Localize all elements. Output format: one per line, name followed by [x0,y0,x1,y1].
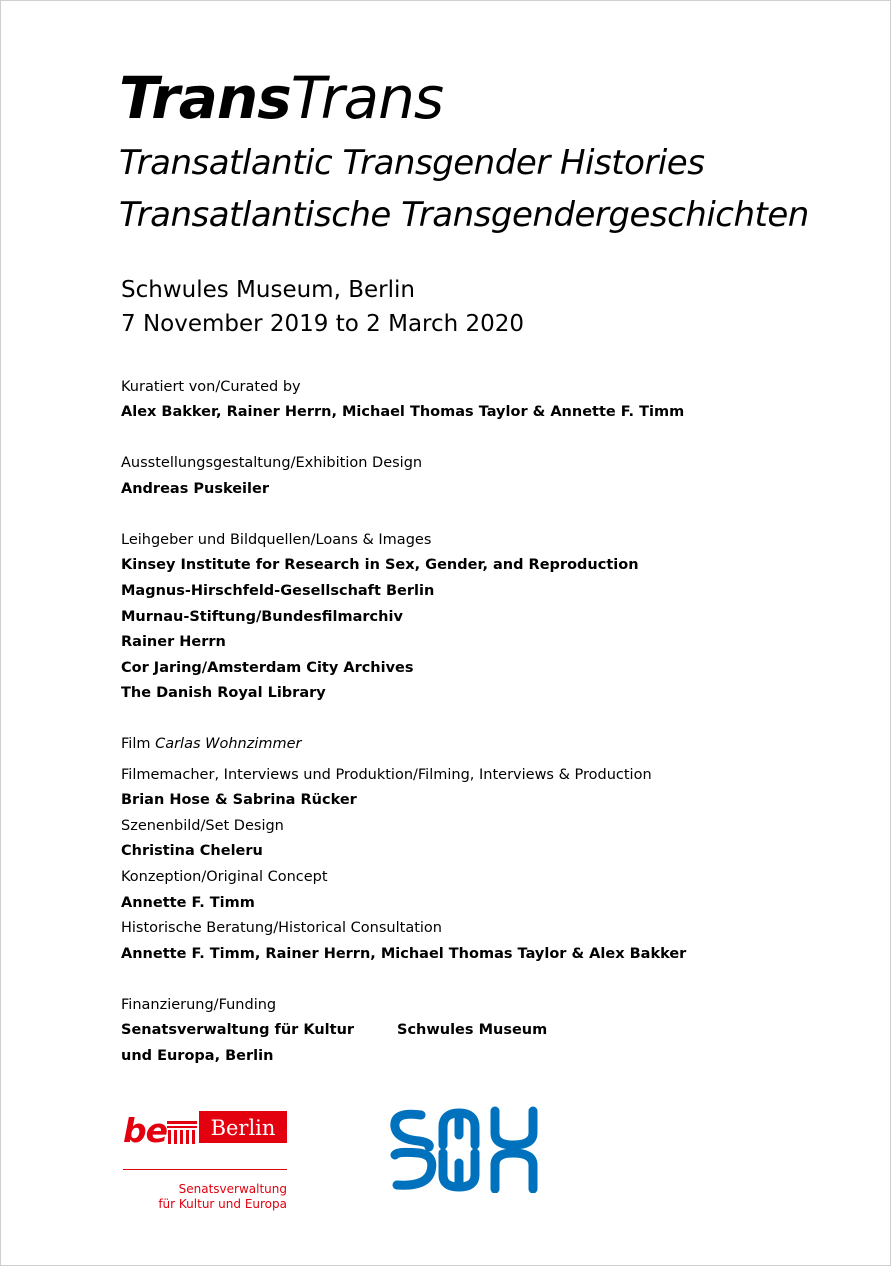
funding-label: Finanzierung/Funding [121,997,277,1013]
loan-item: Kinsey Institute for Research in Sex, Gender, and Reproduction [121,557,639,573]
smu-logo-mark [395,1111,533,1189]
film-credit-names: Annette F. Timm, Rainer Herrn, Michael Thomas Taylor & Alex Bakker [121,946,687,962]
berlin-logo-be: be [123,1111,168,1150]
film-credit-names: Christina Cheleru [121,843,263,859]
film-prefix: Film [121,736,151,752]
loan-item: Rainer Herrn [121,634,226,650]
schwules-museum-logo [389,1105,541,1193]
funder-museum: Schwules Museum [397,1022,548,1038]
smu-logo-graphic [389,1105,541,1193]
film-credit-label: Szenenbild/Set Design [121,818,284,834]
film-credit-names: Brian Hose & Sabrina Rücker [121,792,357,808]
berlin-logo-caption-line1: Senatsverwaltung [178,1182,287,1196]
film-title: Carlas Wohnzimmer [155,736,302,752]
funder-senate-line2: und Europa, Berlin [121,1048,274,1064]
title-bold: Trans [119,64,291,132]
curated-names: Alex Bakker, Rainer Herrn, Michael Thomas Taylor & Annette F. Timm [121,404,685,420]
venue-place: Schwules Museum, Berlin [121,277,415,303]
exhibition-title [119,63,443,133]
loan-item: The Danish Royal Library [121,685,326,701]
berlin-logo-graphic [123,1109,289,1219]
loans-label: Leihgeber und Bildquellen/Loans & Images [121,532,432,548]
film-credit-label: Historische Beratung/Historical Consultation [121,920,442,936]
design-label: Ausstellungsgestaltung/Exhibition Design [121,455,423,471]
film-credit-label: Filmemacher, Interviews und Produktion/Filming, Interviews & Production [121,767,652,783]
film-credit-names: Annette F. Timm [121,895,255,911]
subtitle-en: Transatlantic Transgender Histories [119,143,705,183]
curated-label: Kuratiert von/Curated by [121,379,301,395]
design-names: Andreas Puskeiler [121,481,269,497]
film-credit-label: Konzeption/Original Concept [121,869,328,885]
berlin-logo-rule [123,1169,287,1170]
berlin-logo-city: Berlin [210,1116,276,1140]
funder-senate-line1: Senatsverwaltung für Kultur [121,1022,355,1038]
berlin-logo-caption-line2: für Kultur und Europa [158,1197,287,1211]
loan-item: Magnus-Hirschfeld-Gesellschaft Berlin [121,583,435,599]
loan-item: Murnau-Stiftung/Bundesfilmarchiv [121,609,403,625]
film-heading [121,734,302,754]
berlin-senate-logo [123,1109,289,1219]
venue-dates: 7 November 2019 to 2 March 2020 [121,311,525,337]
subtitle-de: Transatlantische Transgendergeschichten [119,195,809,235]
loan-item: Cor Jaring/Amsterdam City Archives [121,660,414,676]
title-light: Trans [290,64,444,132]
brandenburg-gate-icon [167,1121,197,1144]
